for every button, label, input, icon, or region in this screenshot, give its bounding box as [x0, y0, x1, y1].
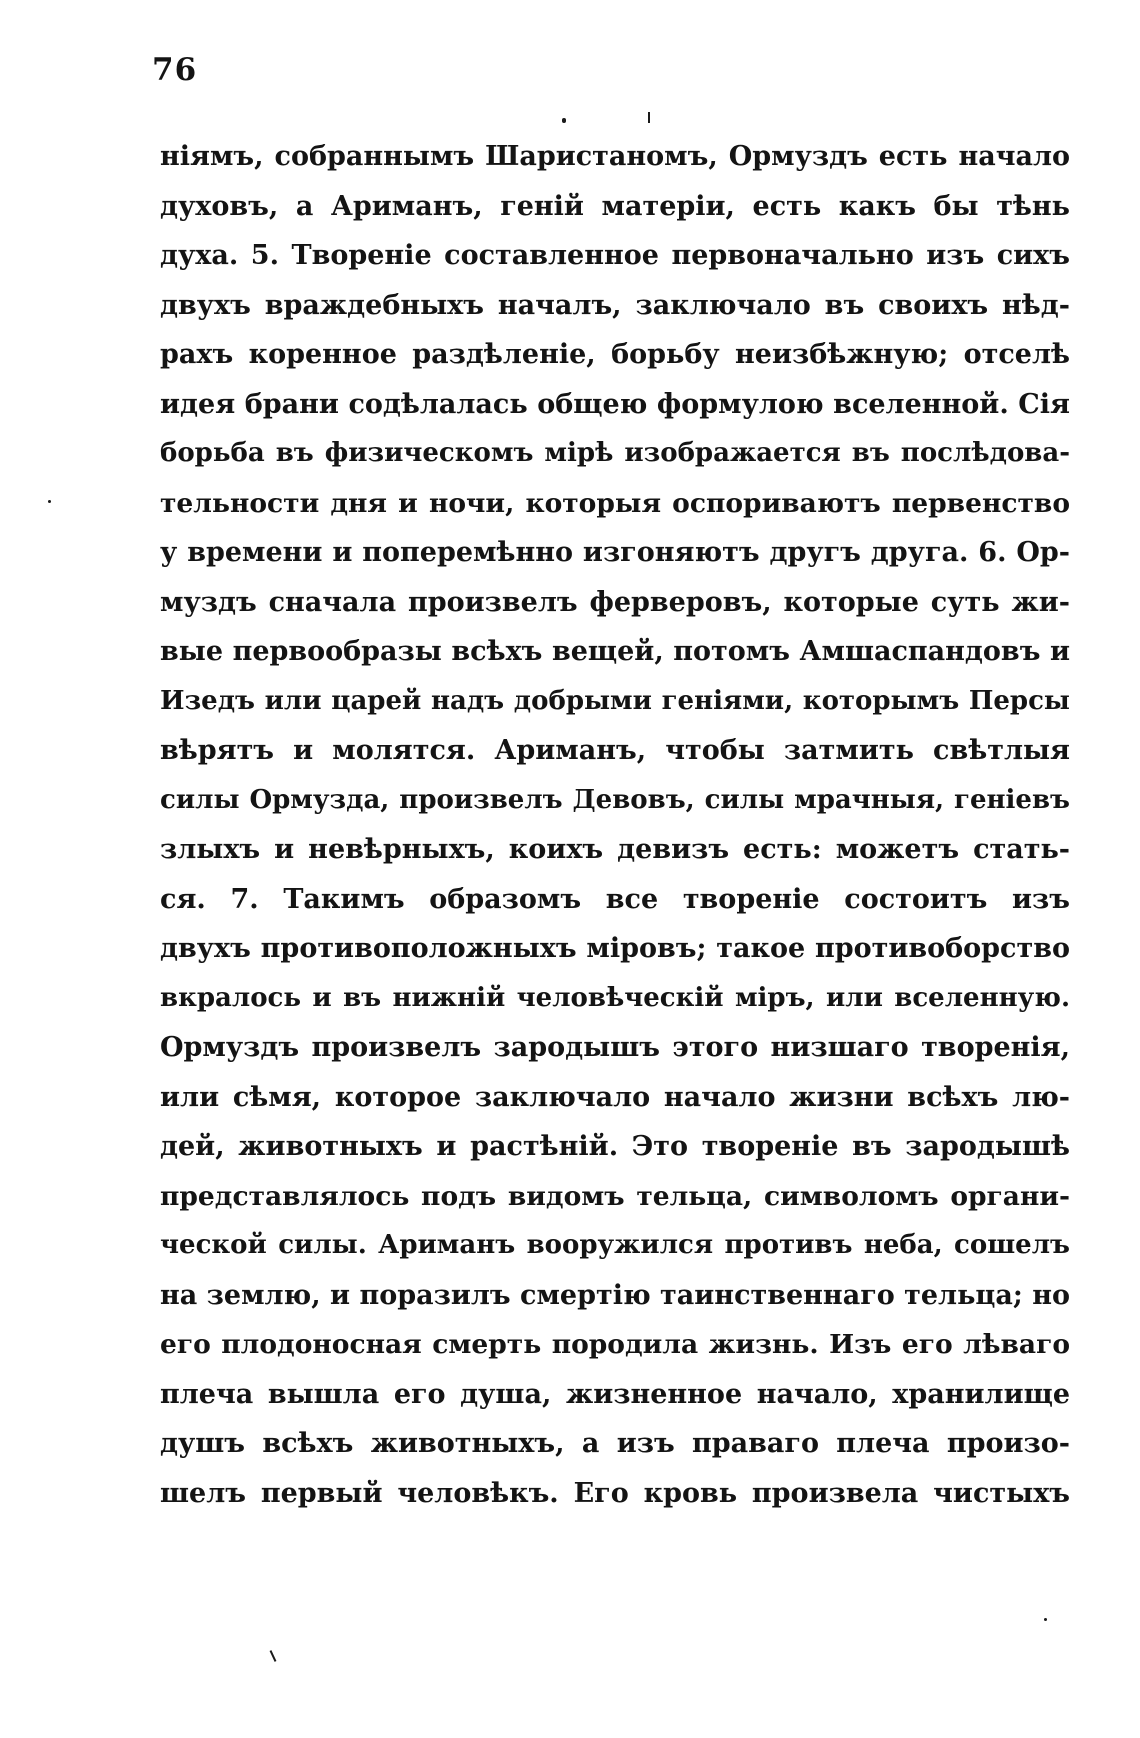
text-line: двухъ враждебныхъ началъ, заключало въ своихъ нѣд-: [160, 289, 1070, 321]
text-line: ческой силы. Ариманъ вооружился противъ неба, сошелъ: [160, 1230, 1070, 1260]
text-line: Изедъ или царей надъ добрыми геніями, которымъ Персы: [160, 685, 1070, 716]
ink-speck: [648, 112, 650, 123]
ink-speck: [270, 1650, 277, 1662]
text-line: вые первообразы всѣхъ вещей, потомъ Амшаспандовъ и: [160, 636, 1070, 667]
text-line: Ормуздъ произвелъ зародышъ этого низшаго творенія,: [160, 1032, 1070, 1063]
text-line: вкралось и въ нижній человѣческій міръ, или вселенную.: [160, 982, 1070, 1013]
text-line: рахъ коренное раздѣленіе, борьбу неизбѣжную; отселѣ: [160, 339, 1070, 370]
text-line: двухъ противоположныхъ міровъ; такое противоборство: [160, 933, 1070, 964]
text-line: борьба въ физическомъ мірѣ изображается въ послѣдова-: [160, 438, 1070, 468]
ink-speck: [562, 118, 566, 123]
text-line: тельности дня и ночи, которыя оспориваютъ первенство: [160, 487, 1070, 519]
text-line: дей, животныхъ и растѣній. Это твореніе въ зародышѣ: [160, 1131, 1070, 1162]
text-line: на землю, и поразилъ смертію таинственнаго тельца; но: [160, 1279, 1070, 1311]
text-line: духовъ, а Ариманъ, геній матеріи, есть какъ бы тѣнь: [160, 190, 1070, 222]
text-line: его плодоносная смерть породила жизнь. Изъ его лѣваго: [160, 1329, 1070, 1360]
body-text: [160, 132, 1070, 1518]
text-line: или сѣмя, которое заключало начало жизни всѣхъ лю-: [160, 1081, 1070, 1113]
text-line: ся. 7. Такимъ образомъ все твореніе состоитъ изъ: [160, 883, 1070, 915]
ink-speck: [1044, 1618, 1047, 1621]
text-line: плеча вышла его душа, жизненное начало, хранилище: [160, 1378, 1070, 1410]
text-line: злыхъ и невѣрныхъ, коихъ девизъ есть: можетъ стать-: [160, 834, 1070, 865]
text-line: муздъ сначала произвелъ ферверовъ, которые суть жи-: [160, 586, 1070, 618]
text-line: силы Ормузда, произвелъ Девовъ, силы мрачныя, геніевъ: [160, 784, 1070, 815]
page-number: 76: [152, 52, 198, 88]
text-line: идея брани содѣлалась общею формулою вселенной. Сія: [160, 388, 1070, 420]
ink-speck: [48, 500, 51, 503]
text-line: ніямъ, собраннымъ Шаристаномъ, Ормуздъ есть начало: [160, 141, 1070, 172]
text-line: шелъ первый человѣкъ. Его кровь произвела чистыхъ: [160, 1477, 1070, 1509]
text-line: представлялось подъ видомъ тельца, символомъ органи-: [160, 1180, 1070, 1212]
text-line: вѣрятъ и молятся. Ариманъ, чтобы затмить свѣтлыя: [160, 735, 1070, 766]
text-line: духа. 5. Твореніе составленное первоначально изъ сихъ: [160, 240, 1070, 271]
text-line: у времени и поперемѣнно изгоняютъ другъ друга. 6. Ор-: [160, 537, 1070, 568]
text-line: душъ всѣхъ животныхъ, а изъ праваго плеча произо-: [160, 1428, 1070, 1459]
